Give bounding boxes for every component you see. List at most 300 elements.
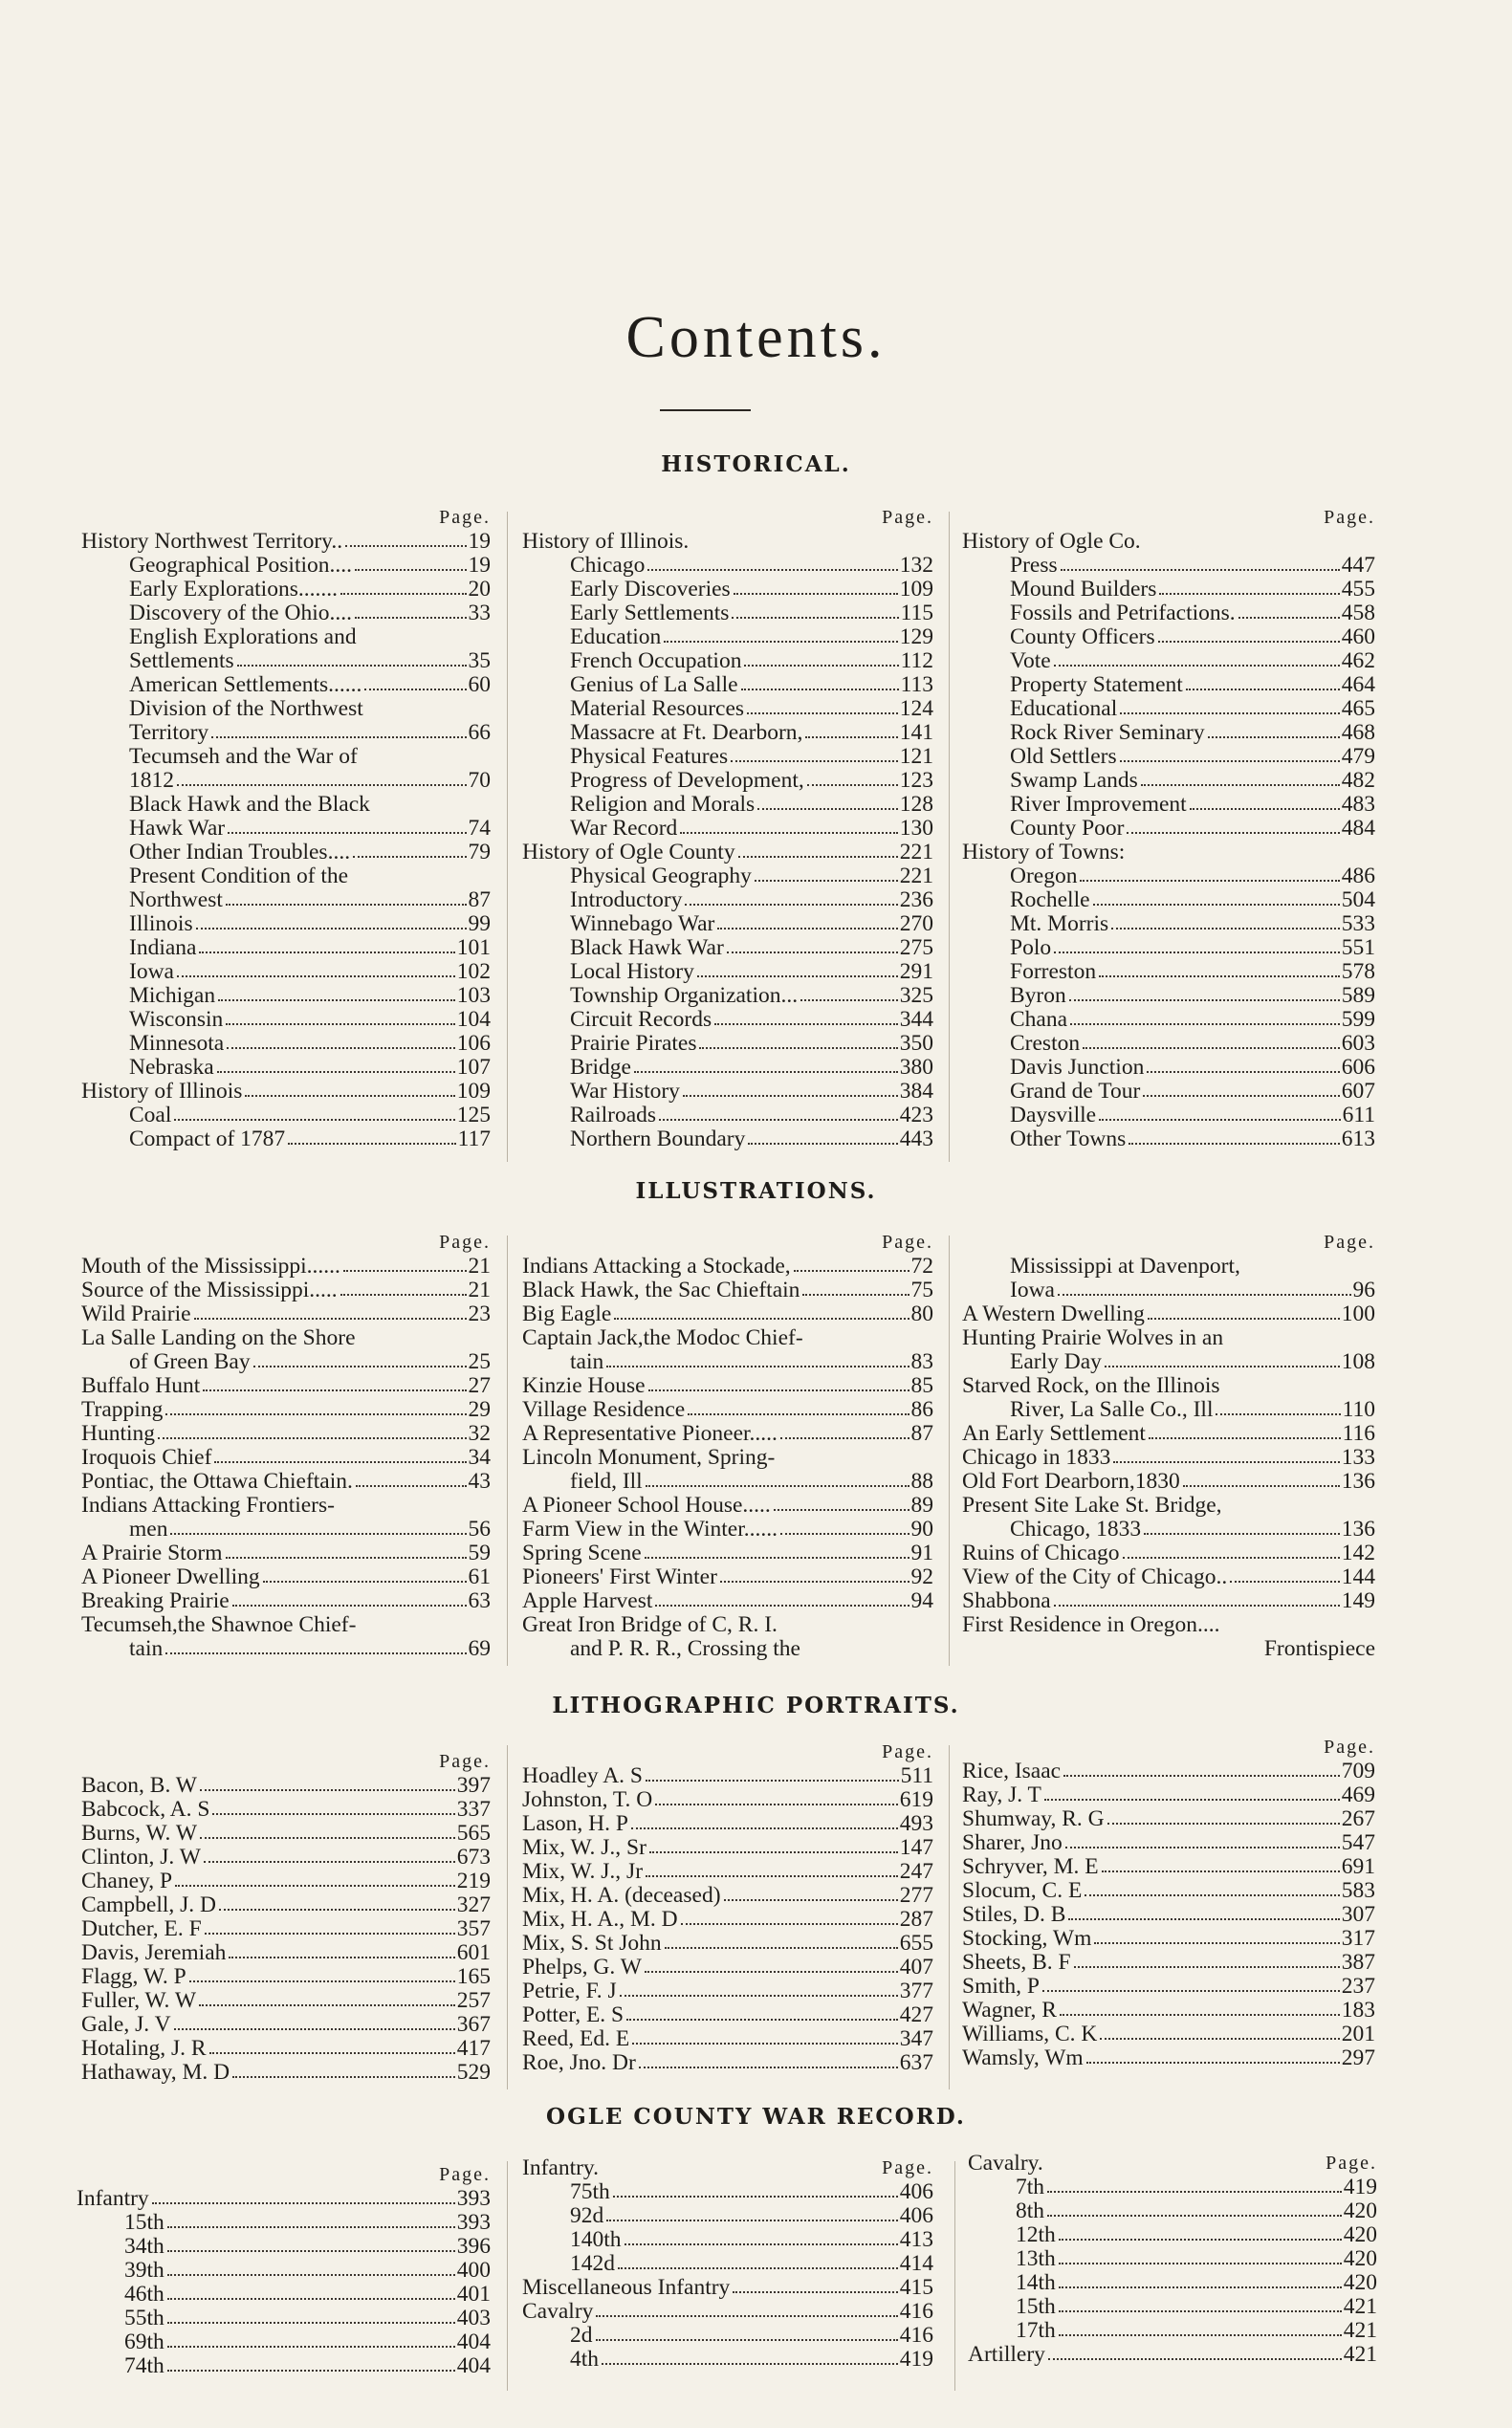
- toc-entry-line: History of Illinois.: [522, 529, 690, 554]
- dot-leader: [253, 1366, 467, 1367]
- toc-entry-page: 267: [1341, 1806, 1375, 1831]
- toc-entry: [77, 2283, 491, 2307]
- toc-entry-page: 458: [1341, 601, 1375, 625]
- toc-entry: [962, 697, 1375, 721]
- toc-entry-label: Chicago: [570, 553, 646, 578]
- toc-entry-page: 462: [1341, 648, 1375, 673]
- dot-leader: [226, 1557, 467, 1559]
- toc-entry-page: 397: [456, 1773, 491, 1798]
- toc-entry-page: 287: [899, 1907, 933, 1932]
- toc-entry-page: 565: [456, 1821, 491, 1846]
- toc-entry: [968, 2199, 1377, 2223]
- toc-entry-page: 83: [910, 1349, 933, 1374]
- toc-entry-label: A Western Dwelling: [962, 1301, 1145, 1326]
- toc-entry: [962, 1760, 1375, 1783]
- toc-entry: [522, 1884, 933, 1908]
- dot-leader: [209, 2052, 455, 2054]
- dot-leader: [1093, 904, 1340, 906]
- dot-leader: [200, 1789, 455, 1791]
- toc-entry: [522, 1764, 933, 1788]
- toc-entry-page: 88: [910, 1469, 933, 1494]
- toc-entry-page: 121: [899, 744, 933, 769]
- toc-entry-label: An Early Settlement: [962, 1421, 1146, 1446]
- toc-entry-page: 129: [899, 624, 933, 649]
- toc-entry-label: Other Towns: [1010, 1127, 1127, 1151]
- dot-leader: [167, 2274, 455, 2276]
- toc-entry-page: 132: [899, 553, 933, 578]
- toc-entry-label: Pontiac, the Ottawa Chieftain.: [81, 1469, 353, 1494]
- dot-leader: [655, 1804, 898, 1805]
- toc-entry-label: Oregon: [1010, 864, 1078, 888]
- toc-entry-page: 87: [468, 887, 491, 912]
- toc-entry: [968, 2319, 1377, 2343]
- dot-leader: [1059, 2310, 1342, 2312]
- toc-entry: [522, 960, 933, 984]
- toc-entry-label: 39th: [124, 2258, 164, 2283]
- toc-entry: [77, 2211, 491, 2235]
- toc-entry-page: 149: [1341, 1588, 1375, 1613]
- toc-entry-label: Fossils and Petrifactions.: [1010, 601, 1236, 625]
- toc-entry-label: tain: [129, 1636, 164, 1661]
- toc-entry-label: Kinzie House: [522, 1373, 646, 1398]
- toc-entry-label: Nebraska: [129, 1055, 214, 1080]
- toc-entry: [522, 1056, 933, 1080]
- toc-entry-page: 72: [910, 1254, 933, 1279]
- toc-entry-label: Trapping: [81, 1397, 164, 1422]
- dot-leader: [1058, 1294, 1351, 1296]
- toc-entry-label: Railroads: [570, 1103, 657, 1127]
- toc-entry-label: Chicago, 1833: [1010, 1517, 1142, 1542]
- dot-leader: [1059, 2263, 1342, 2264]
- dot-leader: [697, 975, 898, 977]
- toc-entry-label: Education: [570, 624, 662, 649]
- dot-leader: [805, 736, 897, 738]
- dot-leader: [1054, 952, 1340, 953]
- toc-entry: [962, 1080, 1375, 1104]
- toc-entry-label: Black Hawk War: [570, 935, 724, 960]
- toc-entry: [522, 2003, 933, 2027]
- toc-entry: [81, 602, 491, 625]
- toc-entry-page: 275: [899, 935, 933, 960]
- toc-entry: [522, 1956, 933, 1980]
- toc-entry-label: American Settlements......: [129, 672, 362, 697]
- dot-leader: [245, 1095, 454, 1097]
- toc-entry-page: 533: [1341, 911, 1375, 936]
- dot-leader: [1159, 593, 1339, 595]
- dot-leader: [1208, 736, 1340, 738]
- dot-leader: [237, 665, 467, 667]
- toc-entry-line: Black Hawk and the Black: [129, 792, 370, 817]
- dot-leader: [596, 2315, 897, 2317]
- dot-leader: [174, 2028, 455, 2030]
- dot-leader: [606, 1366, 909, 1367]
- toc-entry: [962, 554, 1375, 578]
- toc-entry-label: A Prairie Storm: [81, 1541, 223, 1565]
- toc-entry-label: 4th: [570, 2347, 600, 2372]
- toc-entry-line: Tecumseh and the War of: [129, 744, 358, 769]
- toc-entry-page: 74: [468, 816, 491, 841]
- toc-entry-page: 417: [456, 2036, 491, 2061]
- toc-entry-label: County Officers: [1010, 624, 1155, 649]
- toc-entry-label: Mt. Morris: [1010, 911, 1109, 936]
- toc-entry-page: 19: [468, 553, 491, 578]
- dot-leader: [152, 2202, 455, 2204]
- toc-entry-page: 79: [468, 840, 491, 864]
- toc-entry-page: 99: [468, 911, 491, 936]
- toc-entry-label: Shumway, R. G: [962, 1806, 1105, 1831]
- toc-entry-line: Great Iron Bridge of C, R. I.: [522, 1612, 778, 1637]
- toc-entry-page: 125: [456, 1103, 491, 1127]
- toc-entry: [962, 1565, 1375, 1589]
- dot-leader: [724, 1899, 898, 1901]
- toc-entry-page: 460: [1341, 624, 1375, 649]
- toc-entry-page: 136: [1341, 1517, 1375, 1542]
- toc-entry-page: 80: [910, 1301, 933, 1326]
- dot-leader: [665, 1947, 898, 1949]
- toc-entry-label: Mix, W. J., Jr: [522, 1859, 644, 1884]
- dot-leader: [1074, 1966, 1340, 1968]
- dot-leader: [738, 856, 898, 858]
- toc-entry-page: 455: [1341, 577, 1375, 602]
- toc-entry: [522, 1422, 933, 1446]
- toc-entry-label: Physical Features: [570, 744, 729, 769]
- toc-entry: [522, 2276, 933, 2300]
- toc-entry-line: Mississippi at Davenport,: [1010, 1254, 1240, 1279]
- toc-entry-label: Rochelle: [1010, 887, 1090, 912]
- toc-entry-page: 107: [456, 1055, 491, 1080]
- column-divider: [954, 2161, 955, 2391]
- dot-leader: [167, 2226, 455, 2228]
- toc-entry: [81, 1350, 491, 1374]
- dot-leader: [626, 2019, 898, 2021]
- toc-entry-label: Coal: [129, 1103, 172, 1127]
- toc-entry-label: Chana: [1010, 1007, 1068, 1032]
- dot-leader: [174, 1119, 454, 1121]
- toc-entry-page: 94: [910, 1588, 933, 1613]
- dot-leader: [613, 2196, 898, 2198]
- toc-entry-page: 504: [1341, 887, 1375, 912]
- toc-entry: [81, 888, 491, 912]
- toc-entry-label: Progress of Development,: [570, 768, 804, 793]
- dot-leader: [620, 1995, 898, 1997]
- toc-entry-page: 91: [910, 1541, 933, 1565]
- dot-leader: [167, 2346, 455, 2348]
- dot-leader: [165, 1652, 466, 1654]
- dot-leader: [205, 1933, 455, 1935]
- toc-entry-label: Big Eagle: [522, 1301, 612, 1326]
- toc-entry-line: Frontispiece: [1263, 1636, 1375, 1661]
- toc-entry-line: Captain Jack,the Modoc Chief-: [522, 1325, 803, 1350]
- page-column-heading: Page.: [439, 2164, 491, 2185]
- war-record-column-1: [77, 2163, 491, 2378]
- column-heading-row: [968, 2152, 1377, 2176]
- toc-entry-line: English Explorations and: [129, 624, 357, 649]
- toc-entry-label: Old Fort Dearborn,1830: [962, 1469, 1180, 1494]
- toc-entry-label: Illinois: [129, 911, 193, 936]
- toc-entry-page: 70: [468, 768, 491, 793]
- toc-entry-line: Present Site Lake St. Bridge,: [962, 1493, 1222, 1518]
- toc-entry-label: 15th: [1016, 2294, 1056, 2319]
- toc-entry-page: 421: [1343, 2342, 1377, 2367]
- toc-entry: [522, 912, 933, 936]
- dot-leader: [648, 1389, 909, 1391]
- toc-entry-label: Iowa: [1010, 1278, 1055, 1302]
- toc-entry-label: Massacre at Ft. Dearborn,: [570, 720, 803, 745]
- dot-leader: [1147, 1071, 1339, 1073]
- toc-entry-label: Wisconsin: [129, 1007, 224, 1032]
- toc-entry-page: 344: [899, 1007, 933, 1032]
- toc-entry: [81, 1589, 491, 1613]
- toc-entry-label: 75th: [570, 2179, 610, 2204]
- toc-entry-label: Reed, Ed. E: [522, 2026, 630, 2051]
- toc-entry-page: 406: [899, 2203, 933, 2228]
- toc-entry: [522, 1788, 933, 1812]
- column-divider: [507, 2161, 508, 2391]
- dot-leader: [755, 880, 898, 882]
- toc-entry-page: 90: [910, 1517, 933, 1542]
- toc-entry-label: Infantry: [77, 2186, 149, 2211]
- dot-leader: [625, 2243, 898, 2245]
- toc-entry-page: 380: [899, 1055, 933, 1080]
- toc-entry-label: Northern Boundary: [570, 1127, 746, 1151]
- toc-entry: [962, 1056, 1375, 1080]
- toc-entry-page: 142: [1341, 1541, 1375, 1565]
- dot-leader: [1144, 1533, 1340, 1535]
- title-rule: [660, 409, 751, 411]
- toc-entry-page: 102: [456, 959, 491, 984]
- toc-entry-page: 270: [899, 911, 933, 936]
- toc-entry-page: 611: [1342, 1103, 1375, 1127]
- toc-entry-page: 655: [899, 1931, 933, 1956]
- toc-entry: [81, 1446, 491, 1470]
- dot-leader: [167, 2250, 455, 2252]
- dot-leader: [1054, 665, 1340, 667]
- toc-entry: [522, 1104, 933, 1127]
- dot-leader: [356, 1485, 467, 1487]
- toc-entry-label: Babcock, A. S: [81, 1797, 210, 1822]
- dot-leader: [200, 1837, 455, 1839]
- dot-leader: [618, 2267, 898, 2269]
- dot-leader: [647, 569, 897, 571]
- toc-entry-label: Old Settlers: [1010, 744, 1117, 769]
- toc-entry-page: 87: [910, 1421, 933, 1446]
- dot-leader: [1129, 1143, 1339, 1145]
- illustrations-column-3: [962, 1231, 1375, 1661]
- toc-entry: [77, 2235, 491, 2259]
- dot-leader: [1047, 2215, 1342, 2217]
- toc-entry-page: 404: [456, 2353, 491, 2378]
- toc-entry-page: 415: [899, 2275, 933, 2300]
- toc-entry-line: First Residence in Oregon....: [962, 1612, 1220, 1637]
- dot-leader: [1069, 999, 1340, 1001]
- toc-entry-label: Ray, J. T: [962, 1783, 1041, 1807]
- toc-entry-label: Cavalry: [522, 2299, 594, 2324]
- column-divider: [507, 1236, 508, 1666]
- toc-entry-line: History of Ogle Co.: [962, 529, 1141, 554]
- toc-entry: [968, 2343, 1377, 2367]
- dot-leader: [688, 1413, 909, 1415]
- dot-leader: [226, 1023, 454, 1025]
- dot-leader: [794, 1270, 909, 1272]
- toc-entry-label: 12th: [1016, 2222, 1056, 2247]
- column-divider: [949, 1745, 950, 2089]
- dot-leader: [646, 1875, 898, 1877]
- dot-leader: [807, 784, 898, 786]
- toc-entry: [81, 841, 491, 864]
- dot-leader: [1061, 569, 1340, 571]
- dot-leader: [1099, 975, 1340, 977]
- toc-entry-page: 69: [468, 1636, 491, 1661]
- dot-leader: [175, 1885, 455, 1887]
- toc-entry: [81, 2061, 491, 2085]
- toc-entry: [522, 1812, 933, 1836]
- toc-entry: [81, 960, 491, 984]
- toc-entry-label: Mouth of the Mississippi......: [81, 1254, 340, 1279]
- toc-entry-label: Early Settlements: [570, 601, 730, 625]
- toc-entry-label: Circuit Records: [570, 1007, 712, 1032]
- toc-entry-page: 486: [1341, 864, 1375, 888]
- dot-leader: [731, 760, 898, 762]
- toc-entry: [522, 2180, 933, 2204]
- toc-entry: [962, 649, 1375, 673]
- toc-entry-label: Genius of La Salle: [570, 672, 738, 697]
- toc-entry-page: 144: [1341, 1564, 1375, 1589]
- toc-entry-page: 56: [468, 1517, 491, 1542]
- dot-leader: [1047, 2191, 1342, 2193]
- toc-entry: [81, 1846, 491, 1870]
- toc-entry-page: 420: [1343, 2198, 1377, 2223]
- toc-entry-page: 619: [899, 1787, 933, 1812]
- toc-entry: [81, 1056, 491, 1080]
- toc-entry: [522, 2348, 933, 2372]
- toc-entry-label: Settlements: [129, 648, 234, 673]
- page-column-heading: Page.: [1324, 507, 1375, 528]
- toc-entry: [522, 984, 933, 1008]
- toc-entry: [968, 2247, 1377, 2271]
- column-divider: [949, 512, 950, 1162]
- toc-entry-page: 607: [1341, 1079, 1375, 1104]
- toc-entry-page: 277: [899, 1883, 933, 1908]
- toc-entry-page: 21: [468, 1278, 491, 1302]
- dot-leader: [1143, 1095, 1339, 1097]
- toc-entry-page: 116: [1342, 1421, 1375, 1446]
- toc-entry-page: 103: [456, 983, 491, 1008]
- toc-entry-page: 493: [899, 1811, 933, 1836]
- dot-leader: [632, 2043, 898, 2045]
- dot-leader: [211, 736, 466, 738]
- toc-entry-page: 419: [899, 2347, 933, 2372]
- toc-entry-label: Byron: [1010, 983, 1066, 1008]
- dot-leader: [602, 2363, 898, 2365]
- dot-leader: [1238, 617, 1340, 619]
- toc-entry: [962, 1927, 1375, 1951]
- toc-entry: [962, 1104, 1375, 1127]
- toc-entry-label: 15th: [124, 2210, 164, 2235]
- dot-leader: [685, 904, 897, 906]
- toc-entry: [962, 1951, 1375, 1975]
- toc-entry: [962, 2046, 1375, 2070]
- dot-leader: [1183, 1485, 1340, 1487]
- dot-leader: [1186, 689, 1340, 690]
- toc-entry-page: 115: [900, 601, 933, 625]
- toc-entry-page: 236: [899, 887, 933, 912]
- toc-entry: [962, 578, 1375, 602]
- toc-entry: [962, 936, 1375, 960]
- toc-entry-page: 61: [468, 1564, 491, 1589]
- toc-entry-label: tain: [570, 1349, 604, 1374]
- dot-leader: [1158, 641, 1340, 643]
- toc-entry-label: Material Resources: [570, 696, 745, 721]
- toc-entry-page: 221: [899, 840, 933, 864]
- toc-entry-label: 46th: [124, 2282, 164, 2307]
- toc-entry: [962, 793, 1375, 817]
- dot-leader: [1120, 760, 1340, 762]
- toc-entry: [81, 1965, 491, 1989]
- dot-leader: [355, 617, 467, 619]
- toc-entry-label: Sharer, Jno: [962, 1830, 1063, 1855]
- toc-entry-label: Iroquois Chief: [81, 1445, 212, 1470]
- toc-entry: [81, 936, 491, 960]
- toc-entry-page: 419: [1343, 2175, 1377, 2199]
- dot-leader: [1059, 2334, 1342, 2336]
- toc-entry-label: River, La Salle Co., Ill: [1010, 1397, 1214, 1422]
- toc-entry-label: Lason, H. P: [522, 1811, 628, 1836]
- toc-entry: [81, 1542, 491, 1565]
- toc-entry-label: Mix, H. A. (deceased): [522, 1883, 721, 1908]
- dot-leader: [158, 1437, 466, 1439]
- toc-entry: [522, 2300, 933, 2324]
- dot-leader: [800, 999, 898, 1001]
- toc-entry-label: Early Explorations.......: [129, 577, 338, 602]
- toc-entry-page: 147: [899, 1835, 933, 1860]
- toc-entry: [81, 721, 491, 745]
- toc-entry-page: 529: [456, 2060, 491, 2085]
- toc-entry-page: 547: [1341, 1830, 1375, 1855]
- toc-entry-label: Miscellaneous Infantry: [522, 2275, 731, 2300]
- toc-entry-label: Local History: [570, 959, 694, 984]
- toc-entry: [522, 554, 933, 578]
- dot-leader: [1048, 2358, 1342, 2360]
- toc-entry-page: 420: [1343, 2222, 1377, 2247]
- page-column-heading: Page.: [439, 507, 491, 528]
- toc-entry: [522, 1127, 933, 1151]
- dot-leader: [177, 784, 467, 786]
- toc-entry-page: 613: [1341, 1127, 1375, 1151]
- dot-leader: [1094, 1942, 1339, 1944]
- toc-entry-label: Introductory: [570, 887, 683, 912]
- toc-entry-page: 377: [899, 1979, 933, 2003]
- toc-entry-page: 603: [1341, 1031, 1375, 1056]
- toc-entry-page: 43: [468, 1469, 491, 1494]
- dot-leader: [1148, 1318, 1340, 1320]
- toc-entry: [81, 1822, 491, 1846]
- dot-leader: [720, 1581, 909, 1583]
- toc-entry: [522, 578, 933, 602]
- toc-entry-label: Creston: [1010, 1031, 1081, 1056]
- toc-entry-page: 393: [456, 2186, 491, 2211]
- toc-entry: [81, 578, 491, 602]
- dot-leader: [355, 569, 466, 571]
- historical-column-2: [522, 506, 933, 1151]
- toc-entry-label: A Pioneer School House.....: [522, 1493, 771, 1518]
- toc-entry-page: 416: [899, 2299, 933, 2324]
- toc-entry: [968, 2223, 1377, 2247]
- toc-entry-page: 183: [1341, 1998, 1375, 2023]
- toc-entry-label: Johnston, T. O: [522, 1787, 653, 1812]
- dot-leader: [780, 1533, 909, 1535]
- toc-entry-label: Educational: [1010, 696, 1118, 721]
- dot-leader: [343, 1270, 467, 1272]
